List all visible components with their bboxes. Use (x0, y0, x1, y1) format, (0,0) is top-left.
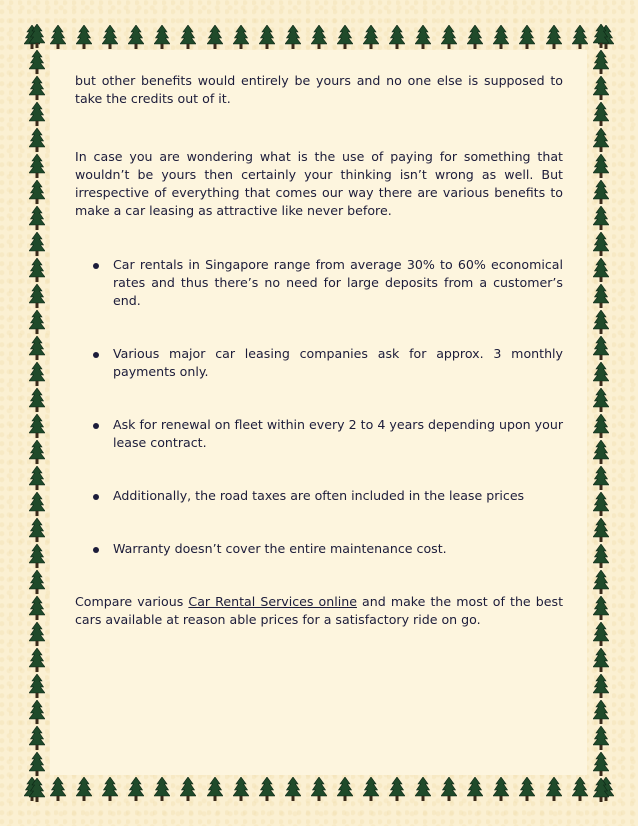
pine-tree-icon (593, 362, 609, 386)
pine-tree-icon (593, 76, 609, 100)
pine-tree-icon (593, 440, 609, 464)
pine-tree-icon (259, 25, 275, 49)
pine-tree-icon (285, 777, 301, 801)
pine-tree-icon (154, 25, 170, 49)
border-left (24, 24, 50, 802)
pine-tree-icon (593, 414, 609, 438)
closing-after-link: and make the most of the best cars available at reason able prices for a satisfactory ride on go. (75, 594, 564, 627)
pine-tree-icon (29, 726, 45, 750)
pine-tree-icon (29, 284, 45, 308)
pine-tree-icon (363, 25, 379, 49)
pine-tree-icon (593, 674, 609, 698)
pine-tree-icon (29, 492, 45, 516)
pine-tree-icon (285, 25, 301, 49)
pine-tree-icon (572, 25, 588, 49)
pine-tree-icon (29, 310, 45, 334)
pine-tree-icon (233, 777, 249, 801)
pine-tree-icon (415, 777, 431, 801)
list-item-text: Car rentals in Singapore range from average 30% to 60% economical rates and thus there’s no need for large deposits from a customer’s end. (113, 257, 563, 308)
pine-tree-icon (415, 25, 431, 49)
pine-tree-icon (593, 232, 609, 256)
pine-tree-icon (29, 570, 45, 594)
pine-tree-icon (29, 518, 45, 542)
closing-before-link: Compare various (75, 594, 189, 609)
bullet-icon (93, 263, 99, 269)
pine-tree-icon (29, 440, 45, 464)
pine-tree-icon (593, 726, 609, 750)
pine-tree-icon (593, 50, 609, 74)
pine-tree-icon (29, 180, 45, 204)
pine-tree-icon (593, 492, 609, 516)
border-top (24, 24, 614, 50)
list-item (75, 416, 563, 452)
pine-tree-icon (29, 622, 45, 646)
pine-tree-icon (572, 777, 588, 801)
pine-tree-icon (467, 25, 483, 49)
pine-tree-icon (467, 777, 483, 801)
pine-tree-icon (363, 777, 379, 801)
pine-tree-icon (337, 777, 353, 801)
pine-tree-icon (593, 778, 609, 802)
pine-tree-icon (311, 25, 327, 49)
list-item-text: Various major car leasing companies ask for approx. 3 monthly payments only. (113, 346, 563, 379)
pine-tree-icon (259, 777, 275, 801)
pine-tree-icon (29, 362, 45, 386)
pine-tree-icon (102, 777, 118, 801)
list-item-text: Additionally, the road taxes are often included in the lease prices (113, 488, 525, 503)
pine-tree-icon (593, 570, 609, 594)
pine-tree-icon (154, 777, 170, 801)
pine-tree-icon (593, 154, 609, 178)
pine-tree-icon (593, 388, 609, 412)
pine-tree-icon (29, 336, 45, 360)
pine-tree-icon (441, 25, 457, 49)
pine-tree-icon (593, 336, 609, 360)
list-item-text: Ask for renewal on fleet within every 2 to 4 years depending upon your lease contract. (113, 417, 563, 450)
pine-tree-icon (29, 76, 45, 100)
bullet-icon (93, 352, 99, 358)
pine-tree-icon (29, 596, 45, 620)
pine-tree-icon (593, 102, 609, 126)
bullet-icon (93, 547, 99, 553)
pine-tree-icon (519, 777, 535, 801)
pine-tree-icon (29, 466, 45, 490)
pine-tree-icon (102, 25, 118, 49)
pine-tree-icon (493, 25, 509, 49)
pine-tree-icon (29, 388, 45, 412)
pine-tree-icon (29, 414, 45, 438)
border-bottom (24, 776, 614, 802)
pine-tree-icon (76, 777, 92, 801)
pine-tree-icon (593, 310, 609, 334)
pine-tree-icon (389, 777, 405, 801)
pine-tree-icon (493, 777, 509, 801)
bullet-icon (93, 494, 99, 500)
pine-tree-icon (593, 648, 609, 672)
pine-tree-icon (593, 284, 609, 308)
pine-tree-icon (593, 518, 609, 542)
list-item (75, 487, 563, 505)
pine-tree-icon (29, 24, 45, 48)
pine-tree-icon (593, 128, 609, 152)
pine-tree-icon (593, 752, 609, 776)
pine-tree-icon (593, 466, 609, 490)
pine-tree-icon (76, 25, 92, 49)
pine-tree-icon (546, 777, 562, 801)
pine-tree-icon (29, 778, 45, 802)
list-item (75, 540, 563, 558)
pine-tree-icon (180, 777, 196, 801)
benefits-list (75, 256, 563, 558)
closing-paragraph (75, 593, 563, 629)
pine-tree-icon (593, 180, 609, 204)
pine-tree-icon (128, 25, 144, 49)
pine-tree-icon (593, 24, 609, 48)
pine-tree-icon (50, 777, 66, 801)
pine-tree-icon (207, 25, 223, 49)
pine-tree-icon (29, 648, 45, 672)
pine-tree-icon (29, 258, 45, 282)
pine-tree-icon (29, 128, 45, 152)
pine-tree-icon (29, 50, 45, 74)
pine-tree-icon (29, 154, 45, 178)
pine-tree-icon (546, 25, 562, 49)
pine-tree-icon (29, 206, 45, 230)
pine-tree-icon (593, 622, 609, 646)
pine-tree-icon (519, 25, 535, 49)
pine-tree-icon (233, 25, 249, 49)
pine-tree-icon (29, 752, 45, 776)
pine-tree-icon (593, 206, 609, 230)
border-right (588, 24, 614, 802)
pine-tree-icon (207, 777, 223, 801)
wondering-paragraph: In case you are wondering what is the use of paying for something that wouldn’t be yours then certainly your thinking isn’t wrong as well. But irrespective of everything that comes our way there are various benefits to make a car leasing as attractive like never before. (75, 149, 563, 218)
pine-tree-icon (441, 777, 457, 801)
pine-tree-icon (593, 258, 609, 282)
pine-tree-icon (311, 777, 327, 801)
intro-paragraph: but other benefits would entirely be yours and no one else is supposed to take the credits out of it. (75, 73, 563, 106)
pine-tree-icon (29, 700, 45, 724)
list-item (75, 256, 563, 310)
document-body (75, 72, 563, 629)
pine-tree-icon (180, 25, 196, 49)
car-rental-services-link[interactable]: Car Rental Services online (188, 594, 357, 609)
pine-tree-icon (593, 544, 609, 568)
pine-tree-icon (29, 102, 45, 126)
pine-tree-icon (337, 25, 353, 49)
list-item (75, 345, 563, 381)
bullet-icon (93, 423, 99, 429)
pine-tree-icon (389, 25, 405, 49)
pine-tree-icon (29, 232, 45, 256)
list-item-text: Warranty doesn’t cover the entire maintenance cost. (113, 541, 447, 556)
pine-tree-icon (593, 596, 609, 620)
pine-tree-icon (128, 777, 144, 801)
pine-tree-icon (50, 25, 66, 49)
pine-tree-icon (29, 674, 45, 698)
pine-tree-icon (593, 700, 609, 724)
pine-tree-icon (29, 544, 45, 568)
